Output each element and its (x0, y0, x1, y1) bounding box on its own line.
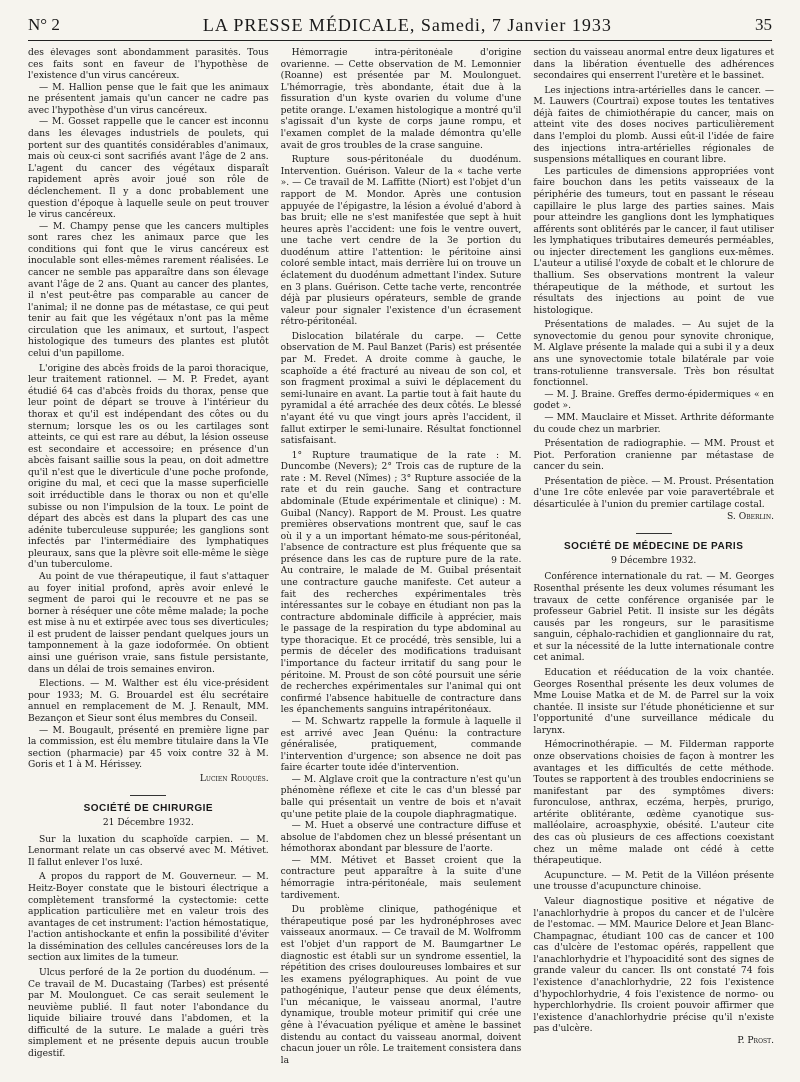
paragraph: Sur la luxation du scaphoïde carpien. — M. Lenormant relate un cas observé avec M. Métivet. Il fallut enlever l'os luxé. (28, 834, 269, 868)
paragraph: — MM. Mauclaire et Misset. Arthrite déformante du coude chez un marbrier. (533, 412, 775, 435)
column-1 (28, 48, 269, 1072)
paragraph: des élevages sont abondamment parasités. Tous ces faits sont en faveur de l'hypothèse de l'existence d'un virus cancéreux. (28, 48, 269, 82)
paragraph: Elections. — M. Walther est élu vice-président pour 1933; M. G. Brouardel est élu secrétaire annuel en remplacement de M. J. Renault, MM. Bezançon et Sieur sont élus membres du Conseil. (28, 679, 269, 724)
paragraph: Les injections intra-artérielles dans le cancer. — M. Lauwers (Courtrai) expose toutes les tentatives déjà faites de chimiothérapie du cancer, mais on atteint vite des doses nocives particulièrement dans l'emploi du plomb. Aussi eût-il l'idée de faire des injections intra-artérielles régionales de suspensions métalliques en courant libre. (533, 85, 775, 166)
signature: S. Oberlin. (726, 511, 775, 522)
paragraph: Hémocrinothérapie. — M. Filderman rapporte onze observations choisies de façon à montrer les avantages et les difficultés de cette méthode. Toutes se rapportent à des troubles endocriniens se manifestant par des symptômes divers: furonculose, anthrax, eczéma, herpès, prurigo, artérite oblitérante, œdème cyanotique sus-malléolaire, acroasphyxie, obésité. L'auteur cite des cas où plusieurs de ces affections coexistant chez un même malade ont cédé à cette thérapeutique. (533, 740, 775, 867)
section-date: 9 Décembre 1932. (611, 555, 697, 566)
signature: P. Prost. (737, 1035, 775, 1046)
paragraph: — MM. Métivet et Basset croient que la contracture peut apparaître à la suite d'une hémorragie intra-péritonéale, mais seulement tardivement. (280, 855, 522, 901)
paragraph: Hémorragie intra-péritonéale d'origine ovarienne. — Cette observation de M. Lemonnier (Roanne) est présentée par M. Moulonguet. L'hémorragie, très abondante, était due à la fissuration d'un kyste ovarien du volume d'une petite orange. L'examen histologique a montré qu'il s'agissait d'un kyste de corps jaune rompu, et l'examen complet de la malade démontra qu'elle avait de gros troubles de la crase sanguine. (280, 48, 522, 151)
section-heading: SOCIÉTÉ DE MÉDECINE DE PARIS (533, 533, 774, 554)
paragraph: L'origine des abcès froids de la paroi thoracique, leur traitement rationnel. — M. P. Fredet, ayant étudié 64 cas d'abcès froids du thorax, pense que leur point de départ se trouve à l'intérieur du thorax et qu'il est indépendant des côtes ou du sternum; lorsque les os ou les cartilages sont atteints, ce qui est rare au début, la lésion osseuse est secondaire et accessoire; en présence d'un abcès faisant saillie sous la peau, on doit admettre qu'il n'est que le diverticule d'une poche profonde, origine du mal, et ceci que la masse superficielle soit irréductible dans le thorax ou non et qu'elle subisse ou non l'impulsion de la toux. Le point de départ des abcès est dans la plupart des cas une adénite tuberculeuse suppurée; les ganglions sont infectés par l'intermédiaire des lymphatiques pleuraux, sans que la plèvre soit elle-même le siège d'un tuberculome. (28, 363, 269, 571)
paragraph: A propos du rapport de M. Gouverneur. — M. Heitz-Boyer constate que le bistouri électrique a complètement transformé la cystectomie: cette application particulière met en valeur trois des avantages de cet instrument: l'action hémostatique, l'action antishockante et enfin la possibilité d'éviter la dissémination des cellules cancéreuses lors de la section aux limites de la tumeur. (28, 872, 269, 964)
paragraph: Valeur diagnostique positive et négative de l'anachlorhydrie à propos du cancer et de l'ulcère de l'estomac. — MM. Maurice Delore et Jean Blanc-Champagnac, étudiant 100 cas de cancer et 100 cas d'ulcère de l'estomac opérés, rappellent que l'anachlorhydrie et l'hypoacidité sont des signes de grande valeur du cancer. Ils ont constaté 74 fois l'existence d'anachlorhydrie, 22 fois l'existence d'hypochlorhydrie, 4 fois l'existence de normo- ou hyperchlorhydrie. Ils croient pouvoir affirmer que l'existence d'anachlorhydrie précise qu'il n'existe pas d'ulcère. (533, 896, 775, 1035)
paragraph: — M. Huet a observé une contracture diffuse et absolue de l'abdomen chez un blessé présentant un hémothorax abondant par blessure de l'aorte. (280, 821, 522, 855)
paragraph: — M. Champy pense que les cancers multiples sont rares chez les animaux parce que les conditions qui font que le virus cancéreux est inoculable sont elles-mêmes rarement réalisées. Le cancer ne semble pas apparaître dans son élevage avant l'âge de 2 ans. Quant au cancer des plantes, il n'est peut-être pas comparable au cancer de l'animal; il ne donne pas de métastase, ce qui peut tenir au fait que les végétaux n'ont pas la même circulation que les animaux, et surtout, l'aspect histologique des tumeurs des plantes est plutôt celui d'un papillome. (28, 221, 269, 360)
paragraph: — M. Hallion pense que le fait que les animaux ne présentent jamais qu'un cancer ne cadre pas avec l'hypothèse d'un virus cancéreux. (28, 82, 269, 116)
paragraph: Du problème clinique, pathogénique et thérapeutique posé par les hydronéphroses avec vaisseaux anormaux. — Ce travail de M. Wolfromm est l'objet d'un rapport de M. Baumgartner Le diagnostic est établi sur un syndrome essentiel, la répétition des crises douloureuses lombaires et sur les examens pyélographiques. Au point de vue pathogénique, l'auteur pense que deux éléments, l'un mécanique, le vaisseau anormal, l'autre dynamique, trouble moteur primitif qui crée une gêne à l'évacuation pyélique et amène le bassinet distendu au contact du vaisseau anormal, doivent chacun jouer un rôle. Le traitement consistera dans la (280, 905, 522, 1066)
paragraph: Rupture sous-péritonéale du duodénum. Intervention. Guérison. Valeur de la « tache verte ». — Ce travail de M. Laffitte (Niort) est l'objet d'un rapport de M. Mondor. Après une contusion appuyée de l'épigastre, la lésion a évolué d'abord à bas bruit; elle ne s'est manifestée que sept à huit heures après l'accident: une fois le ventre ouvert, une tache vert cendre de la 3e portion du duodénum attire l'attention: le péritoine ainsi coloré semble intact, mais derrière lui on trouve un éclatement du duodénum admettant l'index. Suture en 3 plans. Guérison. Cette tache verte, rencontrée déjà par plusieurs opérateurs, semble de grande valeur pour signaler l'existence d'un écrasement rétro-péritonéal. (280, 155, 522, 328)
page-header (28, 10, 772, 41)
issue-number: N° 2 (28, 15, 60, 34)
column-3 (533, 48, 774, 1072)
page-number: 35 (754, 15, 772, 34)
paragraph: Les particules de dimensions appropriées vont faire bouchon dans les petits vaisseaux de la périphérie des tumeurs, tout en passant le réseau capillaire le plus large des parties saines. Mais pour atteindre les ganglions dont les lymphatiques afférents sont oblitérés par le cancer, il faut utiliser les lymphatiques tributaires demeurés perméables, ou injecter directement les ganglions eux-mêmes. L'auteur a utilisé l'oxyde de cobalt et le chlorure de thallium. Ses observations montrent la valeur thérapeutique de la méthode, et surtout les résultats des injections au point de vue histologique. (533, 166, 775, 316)
paragraph: — M. Alglave croit que la contracture n'est qu'un phénomène réflexe et cite le cas d'un blessé par balle qui présentait un ventre de bois et n'avait qu'une petite plaie de la coupole diaphragmatique. (280, 774, 522, 820)
paragraph: Education et rééducation de la voix chantée. Georges Rosenthal présente les deux volumes de Mme Louise Matka et de M. de Parrel sur la voix chantée. Il insiste sur l'étude phonéticienne et sur l'opportunité d'une surveillance médicale du larynx. (533, 667, 775, 736)
paragraph: Présentation de radiographie. — MM. Proust et Piot. Perforation cranienne par métastase de cancer du sein. (533, 439, 775, 473)
paragraph: Acupuncture. — M. Petit de la Villéon présente une trousse d'acupuncture chinoise. (533, 870, 775, 893)
section-heading: SOCIÉTÉ DE CHIRURGIE (28, 795, 269, 816)
section-date: 21 Décembre 1932. (102, 818, 194, 829)
signature: Lucien Rouquès. (199, 773, 269, 784)
paragraph: — M. Bougault, présenté en première ligne par la commission, est élu membre titulaire dans la VIe section (pharmacie) par 45 voix contre 32 à M. Goris et 1 à M. Hérissey. (28, 725, 269, 771)
column-2 (281, 48, 522, 1072)
paragraph: Au point de vue thérapeutique, il faut s'attaquer au foyer initial profond, après avoir enlevé le segment de paroi qui le recouvre et ne pas se borner à réséquer une côte même malade; la poche est mise à nu et extirpée avec tous ses diverticules; il est prudent de laisser pendant quelques jours un tamponnement à la gaze iodoformée. On obtient ainsi une guérison vraie, sans fistule persistante, dans un délai de trois semaines environ. (28, 572, 269, 675)
paragraph: — M. Gosset rappelle que le cancer est inconnu dans les élevages industriels de poulets, qui portent sur des quantités considérables d'animaux, mais où ceux-ci sont sacrifiés avant l'âge de 2 ans. L'agent du cancer des végétaux disparaît rapidement après avoir joué son rôle de déclenchement. Il y a donc probablement une question d'époque à laquelle seule on peut trouver le virus cancéreux. (28, 117, 269, 221)
paragraph: — M. Schwartz rappelle la formule à laquelle il est arrivé avec Jean Quénu: la contracture généralisée, pratiquement, commande l'intervention d'urgence; son absence ne doit pas faire écarter toute idée d'intervention. (280, 716, 522, 774)
paragraph: Dislocation bilatérale du carpe. — Cette observation de M. Paul Banzet (Paris) est présentée par M. Fredet. A droite comme à gauche, le scaphoïde a été fracturé au niveau de son col, et son fragment proximal a suivi le déplacement du semi-lunaire en avant. La partie tout à fait haute du pyramidal a été arrachée des deux côtés. Le blessé n'ayant été vu que vingt jours après l'accident, il fallut extirper le semi-lunaire. Résultat fonctionnel satisfaisant. (280, 331, 522, 447)
paragraph: 1° Rupture traumatique de la rate : M. Duncombe (Nevers); 2° Trois cas de rupture de la rate : M. Revel (Nîmes) ; 3° Rupture associée de la rate et du rein gauche. Sang et contracture abdominale (Etude expérimentale et clinique) : M. Guibal (Nancy). Rapport de M. Proust. Les quatre premières observations montrent que, sauf le cas où il y a un important hémato-me sous-péritonéal, l'absence de contracture est plus fréquente que sa présence dans les cas de rupture pure de la rate. Au contraire, le malade de M. Guibal présentait une contracture gauche manifeste. Cet auteur a fait des recherches expérimentales très intéressantes sur le cobaye en étudiant non pas la contracture abdominale difficile à apprécier, mais le passage de la respiration du type abdominal au type thoracique. Et ce procédé, très sensible, lui a permis de déceler des modifications traduisant l'importance du facteur irritatif du sang pour le péritoine. M. Proust de son côté poursuit une série de recherches expérimentales sur l'animal qui ont confirmé l'absence habituelle de contracture dans les épanchements sanguins intrapéritonéaux. (280, 450, 522, 716)
journal-title: LA PRESSE MÉDICALE, Samedi, 7 Janvier 1933 (202, 14, 612, 35)
paragraph: Présentations de malades. — Au sujet de la synovectomie du genou pour synovite chronique, M. Alglave présente la malade qui a subi il y a deux ans une synovectomie totale bilatérale par voie trans-rotulienne transversale. Très bon résultat fonctionnel. (533, 320, 775, 389)
paragraph: Ulcus perforé de la 2e portion du duodénum. — Ce travail de M. Ducastaing (Tarbes) est présenté par M. Moulonguet. Ce cas serait seulement le neuvième publié. Il faut noter l'abondance du liquide biliaire trouvé dans l'abdomen, et la difficulté de la suture. Le malade a guéri très simplement et ne présente depuis aucun trouble digestif. (28, 968, 269, 1060)
article-columns (28, 48, 774, 1072)
paragraph: Conférence internationale du rat. — M. Georges Rosenthal présente les deux volumes résumant les travaux de cette conférence organisée par le professeur Gabriel Petit. Il insiste sur les dégâts causés par les rongeurs, sur le parasitisme sanguin, céphalo-rachidien et ganglionnaire du rat, et sur la nécessité de la lutte internationale contre cet animal. (533, 572, 775, 664)
paragraph: — M. J. Braine. Greffes dermo-épidermiques « en godet ». (533, 389, 775, 412)
paragraph: Présentation de pièce. — M. Proust. Présentation d'une 1re côte enlevée par voie paravertébrale et désarticulée à l'union du premier cartilage costal. (533, 476, 775, 510)
paragraph: section du vaisseau anormal entre deux ligatures et dans la libération éventuelle des adhérences secondaires qui enserrent l'uretère et le bassinet. (533, 48, 775, 82)
